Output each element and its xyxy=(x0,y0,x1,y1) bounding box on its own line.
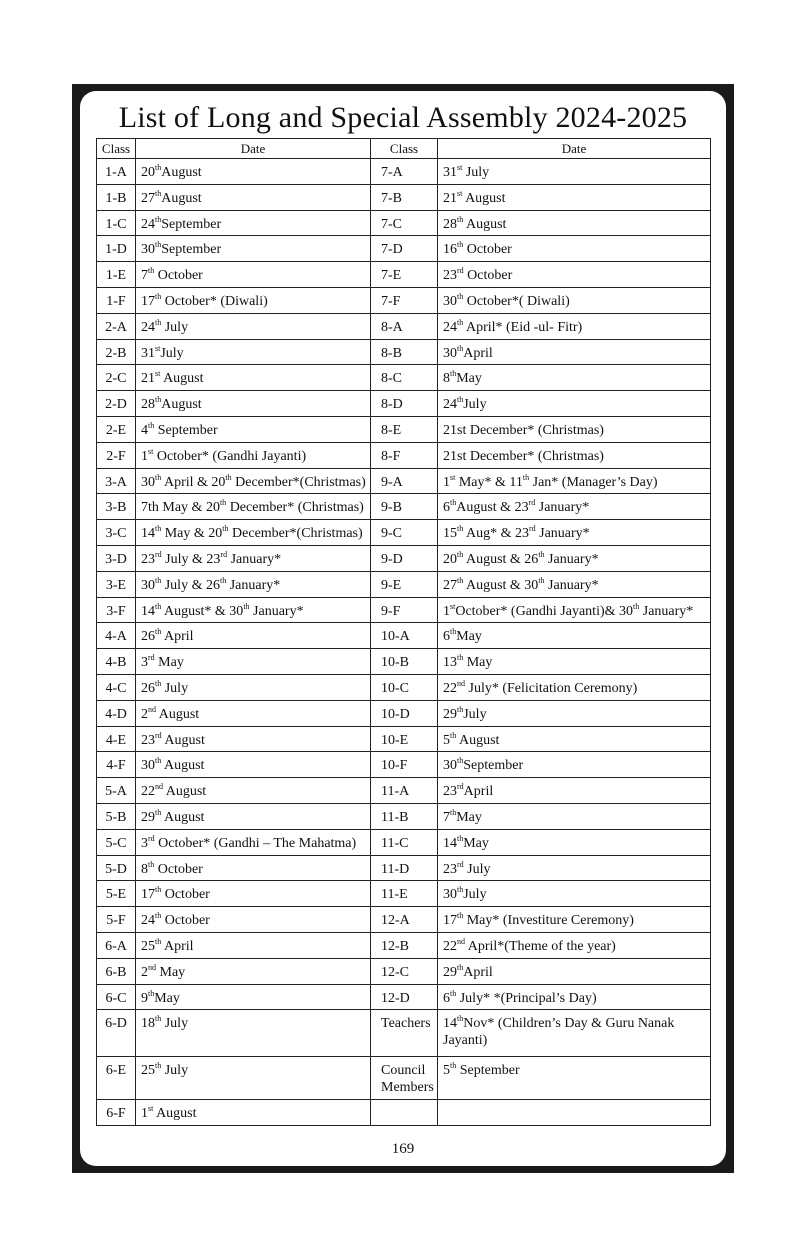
ordinal-suffix: th xyxy=(155,1014,162,1024)
class-cell-2: 9-D xyxy=(371,545,438,571)
ordinal-suffix: th xyxy=(155,936,162,946)
table-row xyxy=(97,984,711,1010)
date-cell: 17th October xyxy=(136,881,371,907)
date-cell-2: 6thAugust & 23rd January* xyxy=(438,494,711,520)
class-cell: 3-B xyxy=(97,494,136,520)
table-row xyxy=(97,958,711,984)
ordinal-suffix: th xyxy=(155,291,162,301)
class-cell: 1-B xyxy=(97,184,136,210)
class-cell: 2-D xyxy=(97,391,136,417)
ordinal-suffix: st xyxy=(457,188,463,198)
ordinal-suffix: th xyxy=(522,472,530,482)
ordinal-suffix: nd xyxy=(155,782,163,792)
class-cell: 4-A xyxy=(97,623,136,649)
ordinal-suffix: th xyxy=(155,575,162,585)
class-cell: 3-A xyxy=(97,468,136,494)
ordinal-suffix: th xyxy=(450,1061,457,1071)
date-cell-2: 15th Aug* & 23rd January* xyxy=(438,520,711,546)
date-cell-2: 7thMay xyxy=(438,803,711,829)
ordinal-suffix: th xyxy=(457,395,464,405)
ordinal-suffix: nd xyxy=(148,704,156,714)
date-cell-2: 28th August xyxy=(438,210,711,236)
class-cell: 3-C xyxy=(97,520,136,546)
class-cell-2: 10-C xyxy=(371,674,438,700)
class-cell: 6-A xyxy=(97,932,136,958)
class-cell-2: 11-E xyxy=(371,881,438,907)
ordinal-suffix: th xyxy=(450,369,457,379)
ordinal-suffix: th xyxy=(450,498,457,508)
date-cell: 23rd July & 23rd January* xyxy=(136,545,371,571)
ordinal-suffix: th xyxy=(457,704,464,714)
date-cell: 9thMay xyxy=(136,984,371,1010)
class-cell: 4-E xyxy=(97,726,136,752)
date-cell-2: 6thMay xyxy=(438,623,711,649)
assembly-table xyxy=(96,138,711,1126)
table-row xyxy=(97,597,711,623)
ordinal-suffix: nd xyxy=(148,962,156,972)
class-cell-2: 11-D xyxy=(371,855,438,881)
ordinal-suffix: th xyxy=(155,1061,162,1071)
table-row xyxy=(97,623,711,649)
date-cell-2: 14thNov* (Children’s Day & Guru Nanak Jayanti) xyxy=(438,1010,711,1057)
ordinal-suffix: th xyxy=(155,395,162,405)
date-cell: 25th April xyxy=(136,932,371,958)
ordinal-suffix: st xyxy=(148,1104,154,1114)
date-cell: 2nd August xyxy=(136,700,371,726)
header-date: Date xyxy=(136,139,371,159)
ordinal-suffix: nd xyxy=(457,936,465,946)
class-cell: 5-C xyxy=(97,829,136,855)
ordinal-suffix: th xyxy=(457,575,464,585)
date-cell-2: 1st May* & 11th Jan* (Manager’s Day) xyxy=(438,468,711,494)
table-row xyxy=(97,803,711,829)
date-cell-2: 1stOctober* (Gandhi Jayanti)& 30th January* xyxy=(438,597,711,623)
table-row xyxy=(97,881,711,907)
class-cell-2: 10-D xyxy=(371,700,438,726)
date-cell: 23rd August xyxy=(136,726,371,752)
class-cell: 5-A xyxy=(97,778,136,804)
date-cell-2: 29thApril xyxy=(438,958,711,984)
date-cell-2: 20th August & 26th January* xyxy=(438,545,711,571)
class-cell: 1-C xyxy=(97,210,136,236)
date-cell: 4th September xyxy=(136,416,371,442)
ordinal-suffix: th xyxy=(155,756,162,766)
class-cell-2: 8-F xyxy=(371,442,438,468)
header-class-2: Class xyxy=(371,139,438,159)
class-cell: 1-A xyxy=(97,159,136,185)
class-cell-2 xyxy=(371,1100,438,1126)
table-row xyxy=(97,339,711,365)
date-cell-2: 22nd April*(Theme of the year) xyxy=(438,932,711,958)
table-row xyxy=(97,468,711,494)
class-cell: 2-F xyxy=(97,442,136,468)
date-cell: 26th April xyxy=(136,623,371,649)
date-cell: 24th October xyxy=(136,907,371,933)
class-cell: 4-F xyxy=(97,752,136,778)
table-row xyxy=(97,520,711,546)
date-cell-2: 23rd July xyxy=(438,855,711,881)
ordinal-suffix: th xyxy=(148,988,155,998)
class-cell: 5-E xyxy=(97,881,136,907)
date-cell: 26th July xyxy=(136,674,371,700)
ordinal-suffix: th xyxy=(243,601,250,611)
date-cell-2: 21st August xyxy=(438,184,711,210)
ordinal-suffix: th xyxy=(155,627,162,637)
ordinal-suffix: th xyxy=(457,524,464,534)
class-cell: 3-D xyxy=(97,545,136,571)
date-cell: 20thAugust xyxy=(136,159,371,185)
ordinal-suffix: th xyxy=(155,678,162,688)
date-cell: 21st August xyxy=(136,365,371,391)
ordinal-suffix: th xyxy=(155,472,162,482)
ordinal-suffix: th xyxy=(155,317,162,327)
ordinal-suffix: th xyxy=(450,730,457,740)
class-cell-2: 9-E xyxy=(371,571,438,597)
ordinal-suffix: rd xyxy=(457,859,464,869)
class-cell-2: 12-B xyxy=(371,932,438,958)
header-date-2: Date xyxy=(438,139,711,159)
date-cell-2: 22nd July* (Felicitation Ceremony) xyxy=(438,674,711,700)
ordinal-suffix: th xyxy=(457,833,464,843)
class-cell: 5-D xyxy=(97,855,136,881)
class-cell-2: 8-D xyxy=(371,391,438,417)
class-cell-2: 11-B xyxy=(371,803,438,829)
ordinal-suffix: th xyxy=(457,317,464,327)
ordinal-suffix: th xyxy=(155,188,162,198)
ordinal-suffix: th xyxy=(219,575,227,585)
date-cell-2: 27th August & 30th January* xyxy=(438,571,711,597)
class-cell-2: 12-C xyxy=(371,958,438,984)
table-row xyxy=(97,674,711,700)
date-cell-2: 16th October xyxy=(438,236,711,262)
date-cell: 31stJuly xyxy=(136,339,371,365)
class-cell: 6-F xyxy=(97,1100,136,1126)
table-row xyxy=(97,1100,711,1126)
ordinal-suffix: th xyxy=(155,601,162,611)
ordinal-suffix: th xyxy=(457,653,464,663)
class-cell-2: 11-C xyxy=(371,829,438,855)
class-cell: 5-B xyxy=(97,803,136,829)
ordinal-suffix: th xyxy=(155,524,162,534)
class-cell: 1-E xyxy=(97,262,136,288)
ordinal-suffix: th xyxy=(633,601,640,611)
ordinal-suffix: th xyxy=(155,214,162,224)
date-cell: 22nd August xyxy=(136,778,371,804)
class-cell: 2-E xyxy=(97,416,136,442)
document-page xyxy=(80,91,726,1166)
date-cell: 24thSeptember xyxy=(136,210,371,236)
ordinal-suffix: th xyxy=(457,343,464,353)
ordinal-suffix: th xyxy=(457,214,464,224)
class-cell: 2-A xyxy=(97,313,136,339)
date-cell-2: 21st December* (Christmas) xyxy=(438,416,711,442)
date-cell: 3rd October* (Gandhi – The Mahatma) xyxy=(136,829,371,855)
ordinal-suffix: th xyxy=(457,756,464,766)
date-cell: 14th May & 20th December*(Christmas) xyxy=(136,520,371,546)
date-cell-2: 6th July* *(Principal’s Day) xyxy=(438,984,711,1010)
table-row xyxy=(97,907,711,933)
class-cell-2: 9-F xyxy=(371,597,438,623)
table-row xyxy=(97,159,711,185)
table-row xyxy=(97,442,711,468)
date-cell-2 xyxy=(438,1100,711,1126)
date-cell: 30th April & 20th December*(Christmas) xyxy=(136,468,371,494)
date-cell: 18th July xyxy=(136,1010,371,1057)
ordinal-suffix: th xyxy=(450,807,457,817)
table-row xyxy=(97,313,711,339)
class-cell: 6-B xyxy=(97,958,136,984)
table-row xyxy=(97,184,711,210)
ordinal-suffix: th xyxy=(457,911,464,921)
ordinal-suffix: st xyxy=(450,601,456,611)
ordinal-suffix: nd xyxy=(457,678,465,688)
ordinal-suffix: th xyxy=(538,575,545,585)
class-cell: 6-E xyxy=(97,1057,136,1100)
ordinal-suffix: rd xyxy=(220,549,228,559)
date-cell-2: 30thSeptember xyxy=(438,752,711,778)
table-row xyxy=(97,365,711,391)
table-row xyxy=(97,649,711,675)
table-row xyxy=(97,236,711,262)
class-cell-2: 7-C xyxy=(371,210,438,236)
date-cell-2: 17th May* (Investiture Ceremony) xyxy=(438,907,711,933)
ordinal-suffix: rd xyxy=(155,549,162,559)
date-cell-2: 31st July xyxy=(438,159,711,185)
ordinal-suffix: st xyxy=(457,163,463,172)
date-cell: 28thAugust xyxy=(136,391,371,417)
date-cell: 30th August xyxy=(136,752,371,778)
ordinal-suffix: th xyxy=(155,911,162,921)
ordinal-suffix: rd xyxy=(155,730,162,740)
date-cell-2: 14thMay xyxy=(438,829,711,855)
class-cell: 1-F xyxy=(97,287,136,313)
ordinal-suffix: th xyxy=(148,859,155,869)
table-row xyxy=(97,700,711,726)
date-cell-2: 30th October*( Diwali) xyxy=(438,287,711,313)
class-cell-2: 8-C xyxy=(371,365,438,391)
date-cell: 29th August xyxy=(136,803,371,829)
class-cell-2: 10-A xyxy=(371,623,438,649)
date-cell-2: 24th April* (Eid -ul- Fitr) xyxy=(438,313,711,339)
table-row xyxy=(97,752,711,778)
date-cell: 17th October* (Diwali) xyxy=(136,287,371,313)
date-cell: 1st August xyxy=(136,1100,371,1126)
ordinal-suffix: th xyxy=(450,988,457,998)
ordinal-suffix: rd xyxy=(528,498,536,508)
date-cell-2: 30thJuly xyxy=(438,881,711,907)
class-cell-2: 11-A xyxy=(371,778,438,804)
table-row xyxy=(97,494,711,520)
ordinal-suffix: st xyxy=(450,472,456,482)
ordinal-suffix: th xyxy=(457,291,464,301)
class-cell: 6-C xyxy=(97,984,136,1010)
class-cell: 4-C xyxy=(97,674,136,700)
date-cell-2: 5th September xyxy=(438,1057,711,1100)
class-cell: 2-C xyxy=(97,365,136,391)
class-cell-2: 10-B xyxy=(371,649,438,675)
class-cell-2: 8-E xyxy=(371,416,438,442)
class-cell: 3-E xyxy=(97,571,136,597)
date-cell: 30th July & 26th January* xyxy=(136,571,371,597)
date-cell: 25th July xyxy=(136,1057,371,1100)
header-class: Class xyxy=(97,139,136,159)
table-row xyxy=(97,1010,711,1057)
ordinal-suffix: rd xyxy=(148,653,155,663)
class-cell-2: 10-F xyxy=(371,752,438,778)
class-cell-2: 12-D xyxy=(371,984,438,1010)
date-cell: 24th July xyxy=(136,313,371,339)
table-row xyxy=(97,262,711,288)
class-cell-2: 7-A xyxy=(371,159,438,185)
ordinal-suffix: rd xyxy=(528,524,536,534)
class-cell: 4-D xyxy=(97,700,136,726)
date-cell: 1st October* (Gandhi Jayanti) xyxy=(136,442,371,468)
date-cell-2: 13th May xyxy=(438,649,711,675)
ordinal-suffix: th xyxy=(450,627,457,637)
ordinal-suffix: rd xyxy=(148,833,155,843)
ordinal-suffix: st xyxy=(155,369,161,379)
class-cell: 2-B xyxy=(97,339,136,365)
page-number: 169 xyxy=(391,1141,415,1157)
date-cell: 2nd May xyxy=(136,958,371,984)
class-cell-2: Council Members xyxy=(371,1057,438,1100)
class-cell-2: 7-D xyxy=(371,236,438,262)
date-cell-2: 5th August xyxy=(438,726,711,752)
date-cell: 14th August* & 30th January* xyxy=(136,597,371,623)
ordinal-suffix: th xyxy=(457,885,464,895)
table-row xyxy=(97,932,711,958)
table-row xyxy=(97,726,711,752)
class-cell-2: 10-E xyxy=(371,726,438,752)
date-cell: 3rd May xyxy=(136,649,371,675)
table-row xyxy=(97,778,711,804)
ordinal-suffix: th xyxy=(457,1014,464,1024)
class-cell-2: 9-C xyxy=(371,520,438,546)
class-cell-2: 12-A xyxy=(371,907,438,933)
date-cell-2: 24thJuly xyxy=(438,391,711,417)
ordinal-suffix: th xyxy=(148,420,155,430)
class-cell: 5-F xyxy=(97,907,136,933)
ordinal-suffix: th xyxy=(219,498,227,508)
table-row xyxy=(97,855,711,881)
table-row xyxy=(97,287,711,313)
date-cell-2: 23rd October xyxy=(438,262,711,288)
page-title: List of Long and Special Assembly 2024-2025 xyxy=(118,101,688,134)
ordinal-suffix: rd xyxy=(457,266,464,276)
class-cell-2: 7-E xyxy=(371,262,438,288)
date-cell-2: 30thApril xyxy=(438,339,711,365)
ordinal-suffix: st xyxy=(148,446,154,456)
ordinal-suffix: th xyxy=(457,240,464,250)
date-cell: 8th October xyxy=(136,855,371,881)
table-row xyxy=(97,545,711,571)
date-cell: 7th October xyxy=(136,262,371,288)
ordinal-suffix: th xyxy=(225,472,232,482)
table-row xyxy=(97,416,711,442)
class-cell-2: Teachers xyxy=(371,1010,438,1057)
date-cell: 7th May & 20th December* (Christmas) xyxy=(136,494,371,520)
class-cell: 1-D xyxy=(97,236,136,262)
class-cell: 3-F xyxy=(97,597,136,623)
table-row xyxy=(97,571,711,597)
class-cell-2: 9-B xyxy=(371,494,438,520)
ordinal-suffix: th xyxy=(222,524,229,534)
ordinal-suffix: th xyxy=(155,240,162,250)
ordinal-suffix: th xyxy=(148,266,155,276)
ordinal-suffix: th xyxy=(155,885,162,895)
class-cell-2: 8-B xyxy=(371,339,438,365)
ordinal-suffix: th xyxy=(538,549,545,559)
class-cell-2: 7-F xyxy=(371,287,438,313)
table-row xyxy=(97,210,711,236)
class-cell-2: 9-A xyxy=(371,468,438,494)
date-cell: 27thAugust xyxy=(136,184,371,210)
ordinal-suffix: th xyxy=(457,549,464,559)
ordinal-suffix: th xyxy=(155,163,162,172)
date-cell: 30thSeptember xyxy=(136,236,371,262)
table-row xyxy=(97,391,711,417)
table-row xyxy=(97,829,711,855)
class-cell-2: 8-A xyxy=(371,313,438,339)
class-cell: 6-D xyxy=(97,1010,136,1057)
table-header-row xyxy=(97,139,711,159)
date-cell-2: 21st December* (Christmas) xyxy=(438,442,711,468)
date-cell-2: 29thJuly xyxy=(438,700,711,726)
class-cell-2: 7-B xyxy=(371,184,438,210)
table-row xyxy=(97,1057,711,1100)
ordinal-suffix: rd xyxy=(457,782,464,792)
ordinal-suffix: th xyxy=(155,807,162,817)
ordinal-suffix: th xyxy=(457,962,464,972)
class-cell: 4-B xyxy=(97,649,136,675)
ordinal-suffix: st xyxy=(155,343,161,353)
date-cell-2: 8thMay xyxy=(438,365,711,391)
date-cell-2: 23rdApril xyxy=(438,778,711,804)
